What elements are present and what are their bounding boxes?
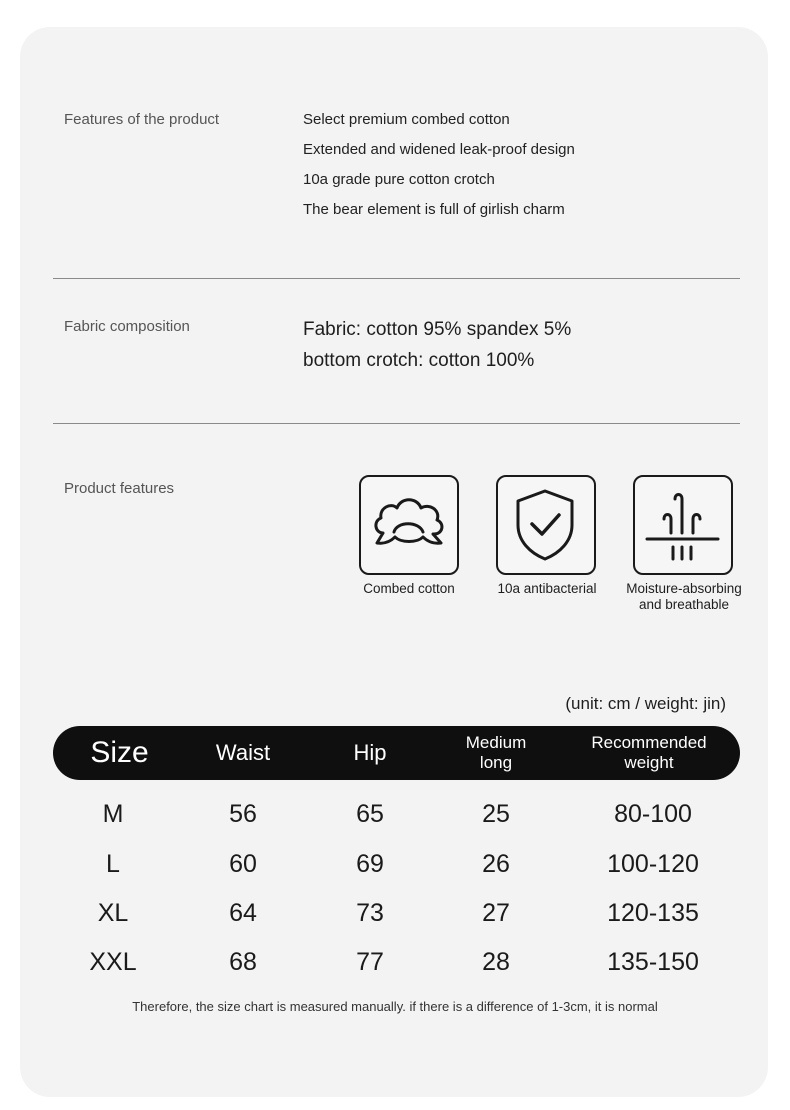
moisture-breathable-icon (635, 477, 730, 572)
cell-length: 26 (482, 849, 510, 878)
cell-weight: 100-120 (607, 849, 699, 878)
features-label: Features of the product (64, 111, 220, 128)
table-row (0, 893, 790, 933)
size-chart-footnote: Therefore, the size chart is measured manually. if there is a difference of 1-3cm, it is normal (132, 999, 658, 1014)
cell-hip: 77 (356, 947, 384, 976)
unit-note: (unit: cm / weight: jin) (565, 694, 726, 713)
header-hip: Hip (353, 740, 387, 765)
cell-weight: 135-150 (607, 947, 699, 976)
feature-line: Extended and widened leak-proof design (303, 141, 575, 158)
fabric-line: Fabric: cotton 95% spandex 5% (303, 319, 572, 340)
section-divider (53, 423, 740, 424)
cell-size: XXL (89, 947, 137, 976)
header-weight (559, 726, 739, 780)
section-divider (53, 278, 740, 279)
table-row (0, 942, 790, 982)
cell-size: XL (97, 898, 129, 927)
table-row (0, 794, 790, 834)
header-size: Size (90, 736, 149, 769)
antibacterial-label: 10a antibacterial (497, 581, 597, 596)
cell-waist: 68 (229, 947, 257, 976)
cell-hip: 69 (356, 849, 384, 878)
cell-weight: 80-100 (614, 799, 692, 828)
cell-size: M (102, 799, 124, 828)
cell-hip: 73 (356, 898, 384, 927)
feature-line: The bear element is full of girlish charm (303, 201, 565, 218)
cell-length: 28 (482, 947, 510, 976)
cell-length: 27 (482, 898, 510, 927)
fabric-line: bottom crotch: cotton 100% (303, 350, 535, 371)
combed-cotton-label: Combed cotton (363, 581, 455, 596)
features-list (303, 105, 575, 225)
moisture-label (608, 581, 760, 613)
cell-weight: 120-135 (607, 898, 699, 927)
header-weight-line1: Recommended (591, 733, 707, 752)
moisture-tile (633, 475, 733, 575)
moisture-label-line1: Moisture-absorbing (626, 581, 742, 596)
cell-waist: 64 (229, 898, 257, 927)
cell-waist: 60 (229, 849, 257, 878)
antibacterial-tile (496, 475, 596, 575)
combed-cotton-tile (359, 475, 459, 575)
feature-line: 10a grade pure cotton crotch (303, 171, 495, 188)
header-length-line2: long (479, 753, 513, 772)
moisture-label-line2: and breathable (638, 597, 730, 612)
shield-check-icon (498, 477, 593, 572)
feature-line: Select premium combed cotton (303, 111, 510, 128)
header-length-line1: Medium (465, 733, 527, 752)
header-length (433, 726, 559, 780)
cell-waist: 56 (229, 799, 257, 828)
cell-size: L (106, 849, 120, 878)
fabric-label: Fabric composition (64, 318, 190, 335)
product-features-label: Product features (64, 480, 175, 497)
table-row (0, 844, 790, 884)
header-weight-line2: weight (624, 753, 674, 772)
cell-hip: 65 (356, 799, 384, 828)
size-table-header (53, 726, 740, 780)
header-waist: Waist (215, 740, 271, 765)
cotton-icon (361, 477, 456, 572)
fabric-list (303, 314, 571, 376)
cell-length: 25 (482, 799, 510, 828)
